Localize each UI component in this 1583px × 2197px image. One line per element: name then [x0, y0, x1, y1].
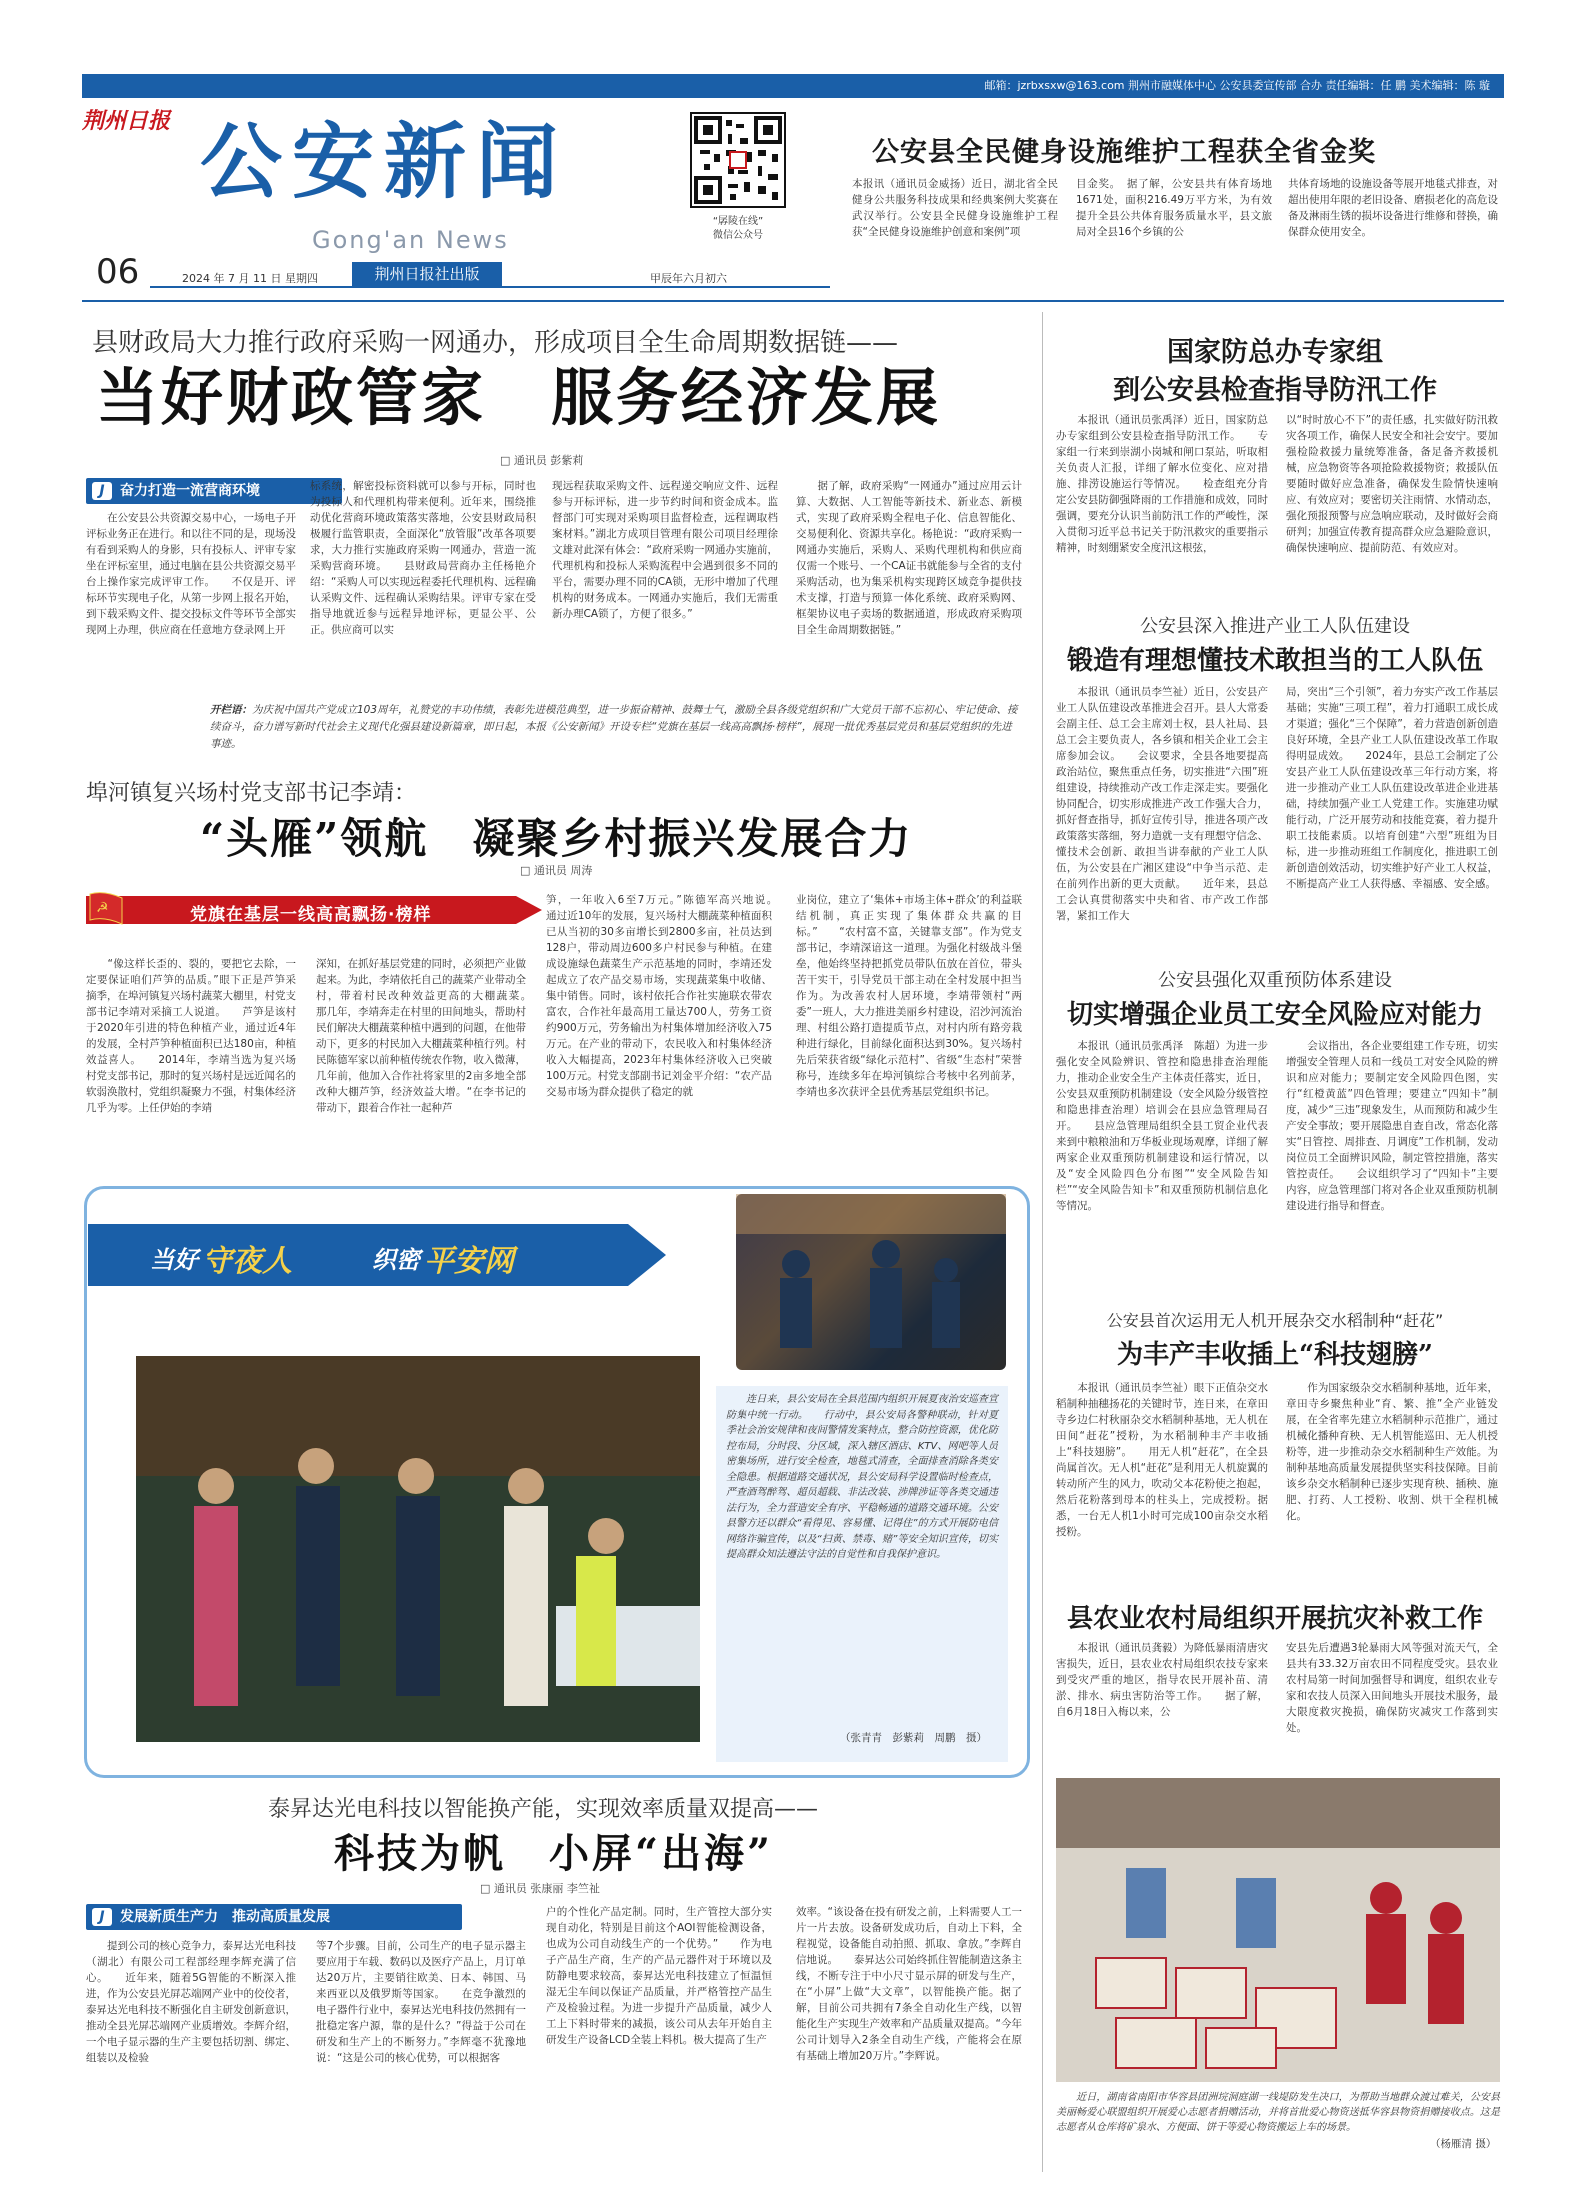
- lead-col1: 在公安县公共资源交易中心，一场电子开评标业务正在进行。和以往不同的是，现场没有看到采购人的身影，只有投标人、评审专家坐在评标室里，通过电脑在县公共资源交易平台上操作家完成评审工作。 不仅是开、评标环节实现电子化，从第一步网上报名开始，到下载采购文件、提交投标文件等环节全部实现网上办理，供应商在任意地方登录网上开: [86, 512, 296, 636]
- night-feature-credit: （张青青 彭紫莉 周鹏 摄）: [840, 1732, 987, 1744]
- party-kicker: 埠河镇复兴场村党支部书记李靖：: [86, 781, 417, 806]
- workers-col2: 局，突出“三个引领”，着力夯实产改工作基层基础；实施“三项工程”，着力打通职工成长成才渠道；强化“三个保障”，着力营造创新创造良好环境，全县产业工人队伍建设改革工作取得明显成效。 2024年，县总工会制定了公安县产业工人队伍建设改革三年行动方案，将进一步推动产业工人队伍建设改革进企业进基础，持续加强产业工人党建工作。实施建功赋能行动，广泛开展劳动和技能竞赛，着力提升职工技能素质。以培育创建“六型”班组为目标，进一步推动班组工作制度化，推进职工创新创造创效活动，切实维护好产业工人权益，不断提高产业工人获得感、幸福感、安全感。: [1286, 686, 1498, 890]
- newspaper-logo: 荆州日报: [82, 108, 171, 134]
- workers-col1: 本报讯（通讯员李竺祉）近日，公安县产业工人队伍建设改革推进会召开。县人大常委会副主任、总工会主席刘士权，县人社局、县总工会主要负责人，各乡镇和相关企业工会主席参加会议。 会议要求，全县各地要提高政治站位，聚焦重点任务，切实推进“六围”班组建设，持续推动产改工作走深走实。要强化协同配合，切实形成推进产改工作强大合力，抓好督查指导，抓好宣传引导，推进各项产改政策落实落细，努力造就一支有理想守信念、懂技术会创新、敢担当讲奉献的产业工人队伍，为公安县在广湘区建设“中争当示范、走在前列作出新的更大贡献。 近年来，县总工会认真贯彻落实中央和省、市产改工作部署，紧扣工作大: [1056, 686, 1268, 922]
- editors-note-label: 开栏语：: [210, 704, 252, 716]
- lead-col3: 现远程获取采购文件、远程递交响应文件、远程参与开标评标，进一步节约时间和资金成本。监督部门可实现对采购项目监督检查，远程调取档案材料。”湖北方成项目管理有限公司项目经理徐文雄对此深有体会：“政府采购一网通办实施前，代理机构和投标人采购流程中会遇到很多不同的平台，需要办理不同的CA锁，无形中增加了代理机构的财务成本。一网通办实施后，我们无需重新办理CA锁了，方便了很多。”: [552, 480, 778, 620]
- tech-col4: 效率。“该设备在投有研发之前，上料需要人工一片一片去放。设备研发成功后，自动上下料，全程视觉，设备能自动拍照、抓取、拿放。”李辉自信地说。 泰昇达公司始终抓住智能制造这条主线，不断专注于中小尺寸显示屏的研发与生产，在“小屏”上做“大文章”，以智能换产能。据了解，目前公司共拥有7条全自动化生产线，以智能化生产实现生产效率和产品质量双提高。“今年公司计划导入2条全自动生产线，产能将会在原有基础上增加20万片。”李辉说。: [796, 1906, 1022, 2062]
- lunar-date: 甲辰年六月初六: [650, 272, 727, 285]
- party-col1: “像这样长歪的、裂的，要把它去除，一定要保证咱们芦笋的品质。”眼下正是芦笋采摘季，在埠河镇复兴场村蔬菜大棚里，村党支部书记李靖对采摘工人说道。 芦笋是该村于2020年引进的特色种植产业，通过近4年的发展，全村芦笋种植面积已达180亩，种植效益喜人。 2014年，李靖当选为复兴场村党支部书记，那时的复兴场村是远近闻名的软弱涣散村，党组织凝聚力不强，村集体经济几乎为零。上任伊始的李靖: [86, 958, 296, 1114]
- top-article-headline: 公安县全民健身设施维护工程获全省金奖: [872, 137, 1376, 168]
- drone-kicker: 公安县首次运用无人机开展杂交水稻制种“赶花”: [1106, 1311, 1444, 1330]
- donation-credit: （杨雁清 摄）: [1430, 2138, 1497, 2150]
- tech-section-label: J 发展新质生产力 推动高质量发展: [86, 1904, 462, 1930]
- page-title-pinyin: Gong'an News: [312, 226, 509, 254]
- qr-caption-line2: 微信公众号: [713, 230, 763, 241]
- agri-col1: 本报讯（通讯员龚毅）为降低暴雨清唐灾害损失，近日，县农业农村局组织农技专家来到受灾严重的地区，指导农民开展补苗、清淤、排水、病虫害防治等工作。 据了解，自6月18日入梅以来，公: [1056, 1642, 1268, 1718]
- tech-headline: 科技为帆 小屏“出海”: [334, 1830, 774, 1877]
- night-banner-suffix-prefix: 织密: [372, 1246, 420, 1274]
- safety-col2: 会议指出，各企业要组建工作专班，切实增强安全管理人员和一线员工对安全风险的辨识和应对能力；要制定安全风险四色图，实行“红橙黄蓝”四色管理；要建立“四知卡”制度，减少“三违”现象发生，从而预防和减少生产安全事故；要开展隐患自查自改，常态化落实“日管控、周排查、月调度”工作机制，发动岗位员工全面辨识风险，制定管控措施，落实管控责任。 会议组织学习了“四知卡”主要内容，应急管理部门将对各企业双重预防机制建设进行指导和督查。: [1286, 1040, 1498, 1212]
- party-banner-text: 党旗在基层一线高高飘扬·榜样: [190, 905, 432, 925]
- party-byline: □ 通讯员 周涛: [520, 864, 593, 877]
- agri-col2: 安县先后遭遇3轮暴雨大风等强对流天气，全县共有33.32万亩农田不同程度受灾。县农业农村局第一时间加强督导和调度，组织农业专家和农技人员深入田间地头开展技术服务，最大限度救灾挽损，确保防灾减灾工作落到实处。: [1286, 1642, 1498, 1734]
- party-headline: “头雁”领航 凝聚乡村振兴发展合力: [200, 814, 913, 863]
- party-col2: 深知，在抓好基层党建的同时，必须把产业做起来。为此，李靖依托自己的蔬菜产业带动全村，带着村民改种效益更高的大棚蔬菜。 那几年，李靖奔走在村里的田间地头，帮助村民们解决大棚蔬菜种植中遇到的问题，在他带动下，更多的村民加入大棚蔬菜种植行列。村民陈德军家以前种植传统农作物，收入微薄，几年前，他加入合作社将家里的2亩多地全部改种大棚芦笋，经济效益大增。“在李书记的带动下，跟着合作社一起种芦: [316, 958, 547, 1114]
- donation-photo: [1056, 1778, 1500, 2082]
- tech-col1: 提到公司的核心竞争力，泰昇达光电科技（湖北）有限公司工程部经理李辉充满了信心。 近年来，随着5G智能的不断深入推进，作为公安县光屏芯端网产业中的佼佼者，泰昇达光电科技不断强化自主研发创新意识，推动全县光屏芯端网产业质增效。李辉介绍，一个电子显示器的生产主要包括切割、绑定、组装以及检验: [86, 1940, 296, 2064]
- tech-kicker: 泰昇达光电科技以智能换产能，实现效率质量双提高——: [268, 1797, 819, 1822]
- flood-headline-1: 国家防总办专家组: [1167, 337, 1383, 368]
- page-number: 06: [96, 252, 140, 292]
- page-title: 公安新闻: [200, 114, 569, 210]
- party-banner: [86, 890, 542, 930]
- tech-col3: 户的个性化产品定制。同时，生产管控大部分实现自动化，特别是目前这个AOI智能检测设备，也成为公司自动线生产的一个优势。” 作为电子产品生产商，生产的产品元器件对于环境以及防静电要求较高，泰昇达光电科技建立了恒温恒湿无尘车间以保证产品质量，并严格管控产品生产及检验过程。为进一步提升产品质量，减少人工上下料时带来的减损，该公司从去年开始自主研发生产设备LCD全装上料机。极大提高了生产: [546, 1906, 772, 2046]
- safety-headline: 切实增强企业员工安全风险应对能力: [1066, 1000, 1483, 1030]
- lead-col2: 标系统，解密投标资料就可以参与开标，同时也为投标人和代理机构带来便利。近年来，围绕推动优化营商环境政策落实落地，公安县财政局积极履行监管职责，全面深化“放管服”改革各项要求，大力推行实施政府采购一网通办，营造一流采购营商环境。 县财政局营商办主任杨艳介绍：“采购人可以实现远程委托代理机构、远程确认采购文件、远程确认采购结果。评审专家在受指导地就近参与远程异地评标，更显公平、公正。供应商可以实: [310, 480, 536, 636]
- top-info-bar: 邮箱：jzrbxsxw@163.com 荆州市融媒体中心 公安县委宣传部 合办 责任编辑：任 鹏 美术编辑：陈 璇: [82, 74, 1504, 98]
- agri-headline: 县农业农村局组织开展抗灾补救工作: [1066, 1604, 1483, 1634]
- drone-col2: 作为国家级杂交水稻制种基地，近年来，章田寺乡聚焦种业“育、繁、推”全产业链发展，在全省率先建立水稻制种示范推广，通过机械化播种育秧、无人机智能巡田、无人机授粉等，进一步推动杂交水稻制种生产效能。为制种基地高质量发展提供坚实科技保障。目前该乡杂交水稻制种已逐步实现育秧、插秧、施肥、打药、人工授粉、收割、烘干全程机械化。: [1286, 1382, 1498, 1522]
- police-patrol-photo-2: [136, 1356, 700, 1742]
- night-banner-prefix: 当好: [150, 1246, 198, 1274]
- date-rule: [150, 286, 830, 288]
- lead-section-label: J 奋力打造一流营商环境: [86, 478, 342, 504]
- police-patrol-photo-1: [736, 1194, 1006, 1370]
- lead-headline: 当好财政管家 服务经济发展: [96, 361, 942, 434]
- party-flag-icon: ☭: [96, 900, 109, 916]
- publisher-badge: 荆州日报社出版: [352, 262, 502, 286]
- top-article-col2: 目金奖。 据了解，公安县共有体育场地1671处，面积216.49万平方米，为有效提升全县公共体育服务质量水平，县文旅局对全县16个乡镇的公: [1076, 178, 1272, 238]
- night-feature-caption: 连日来，县公安局在全县范围内组织开展夏夜治安巡查宣防集中统一行动。 行动中，县公安局各警种联动，针对夏季社会治安规律和夜间警情发案特点，整合防控资源，优化防控布局，分时段、分区域，深入辖区酒店、KTV、网吧等人员密集场所，进行安全检查，地毯式清查，全面排查消除各类安全隐患。根据道路交通状况，县公安局科学设置临时检查点，严查酒驾醉驾、超员超载、非法改装、涉牌涉证等各类交通违法行为，全力营造安全有序、平稳畅通的道路交通环境。公安县警方还以群众“看得见、容易懂、记得住”的方式开展防电信网络诈骗宣传，以及“扫黄、禁毒、赌”等安全知识宣传，切实提高群众知法遵法守法的自觉性和自我保护意识。: [726, 1394, 998, 1560]
- donation-caption: 近日，湖南省南阳市华容县团洲垸洞庭湖一线堤防发生决口，为帮助当地群众渡过难关，公安县美丽畅爱心联盟组织开展爱心志愿者捐赠活动，并将首批爱心物资送抵华容县物资捐赠接收点。这是志愿者从仓库将矿泉水、方便面、饼干等爱心物资搬运上车的场景。: [1056, 2092, 1500, 2133]
- safety-kicker: 公安县强化双重预防体系建设: [1158, 970, 1392, 991]
- top-article-col3: 共体育场地的设施设备等展开地毯式排查，对超出使用年限的老旧设备、磨损老化的高危设备及淋雨生锈的损坏设备进行维修和替换，确保群众使用安全。: [1288, 178, 1498, 238]
- flood-headline-2: 到公安县检查指导防汛工作: [1113, 375, 1437, 406]
- issue-date: 2024 年 7 月 11 日 星期四: [182, 272, 318, 285]
- workers-headline: 锻造有理想懂技术敢担当的工人队伍: [1066, 646, 1483, 676]
- party-col3: 笋，一年收入6至7万元。”陈德军高兴地说。 通过近10年的发展，复兴场村大棚蔬菜种植面积已从当初的30多亩增长到2800多亩，社员达到128户，带动周边600多户村民参与种植。在建成设施绿色蔬菜生产示范基地的同时，李靖还发起成立了农产品交易市场，实现蔬菜集中收储、集中销售。同时，该村依托合作社实施联农带农富农，合作社年最高用工量达700人，劳务工资约900万元，劳务输出为村集体增加经济收入75万元。在产业的带动下，农民收入和村集体经济收入大幅提高，2023年村集体经济收入已突破100万元。村党支部副书记刘金平介绍：“农产品交易市场为群众提供了稳定的就: [546, 894, 793, 1098]
- drone-headline: 为丰产丰收插上“科技翅膀”: [1117, 1340, 1433, 1370]
- lead-kicker: 县财政局大力推行政府采购一网通办，形成项目全生命周期数据链——: [92, 328, 899, 358]
- party-col4: 业岗位，建立了‘集体+市场主体+群众’的利益联结机制，真正实现了集体群众共赢的目标。” “农村富不富，关键靠支部”。作为党支部书记，李靖深谙这一道理。为强化村级战斗堡垒，他始终坚持把抓党员带队伍放在首位，带头苦干实干，引导党员干部主动在全村发展中担当作为。为改善农村人居环境，李靖带领村“两委”一班人，大力推进美丽乡村建设，沼沙河流治理、村组公路打造提质节点，对村内所有路旁栽种进行绿化，目前绿化面积达到30%。复兴场村先后荣获省级“绿化示范村”、省级“生态村”荣誉称号，连续多年在埠河镇综合考核中名列前茅，李靖也多次获评全县优秀基层党组织书记。: [796, 894, 1022, 1098]
- lead-col4: 据了解，政府采购“一网通办”通过应用云计算、大数据、人工智能等新技术、新业态、新模式，实现了政府采购全程电子化、信息智能化、交易便利化、资源共享化。杨艳说：“政府采购一网通办实施后，采购人、采购代理机构和供应商仅需一个账号、一个CA证书就能参与全省的支付采购活动，也为集采机构实现跨区域竞争提供技术支撑，打造与预算一体化系统、政府采购网、框架协议电子卖场的数据通道，形成政府采购项目全生命周期数据链。”: [796, 480, 1022, 636]
- editors-note-text: 为庆祝中国共产党成立103周年，礼赞党的丰功伟绩，表彰先进模范典型，进一步振奋精神、鼓舞士气，激励全县各级党组织和广大党员干部不忘初心、牢记使命、接续奋斗，奋力谱写新时代社会主义现代化强县建设新篇章，即日起，本报《公安新闻》开设专栏“党旗在基层一线高高飘扬·榜样”，展现一批优秀基层党员和基层党组织的先进事迹。: [210, 704, 1018, 750]
- tech-col2: 等7个步骤。目前，公司生产的电子显示器主要应用于车载、数码以及医疗产品上，月订单达20万片，主要销往欧美、日本、韩国、马来西亚以及俄罗斯等国家。 在竞争激烈的电子器件行业中，泰昇达光电科技仍然拥有一批稳定客户源，靠的是什么？”得益于公司在研发和生产上的不断努力。”李辉毫不犹豫地说：“这是公司的核心优势，可以根据客: [316, 1940, 526, 2064]
- section-logo-icon: J: [92, 1908, 112, 1926]
- tech-byline: □ 通讯员 张康丽 李竺祉: [480, 1882, 600, 1895]
- night-banner-word: 守夜人: [202, 1244, 292, 1279]
- night-feature-banner: [88, 1224, 666, 1286]
- qr-caption-line1: “孱陵在线”: [712, 216, 764, 227]
- flood-col2: 以“时时放心不下”的责任感，扎实做好防汛救灾各项工作，确保人民安全和社会安宁。要加强检险救援力量统筹准备，备足备齐救援机械，应急物资等各项抢险救援物资；救援队伍要随时做好应急准备，确保发生险情快速响应、有效应对；要密切关注雨情、水情动态，强化预报预警与应急响应联动，及时做好会商研判；加强宣传教育提高群众应急避险意识，确保快速响应、提前防范、有效应对。: [1286, 414, 1498, 554]
- editors-note: [210, 702, 1020, 762]
- flood-col1: 本报讯（通讯员张禹泽）近日，国家防总办专家组到公安县检查指导防汛工作。 专家组一行来到崇湖小岗城和闸口泵站，听取相关负责人汇报，详细了解水位变化、应对措施、排涝设施运行等情况。 检查组充分肯定公安县防御强降雨的工作措施和成效，同时强调，要充分认识当前防汛工作的严峻性，深入贯彻习近平总书记关于防汛救灾的重要指示精神，时刻绷紧安全度汛这根弦，: [1056, 414, 1268, 554]
- workers-kicker: 公安县深入推进产业工人队伍建设: [1140, 616, 1410, 637]
- section-logo-icon: J: [92, 482, 112, 500]
- column-divider: [1042, 312, 1043, 2172]
- masthead-divider: [82, 300, 1504, 302]
- night-banner-suffix-word: 平安网: [424, 1244, 514, 1279]
- qr-code: [690, 112, 786, 208]
- top-article-col1: 本报讯（通讯员金威扬）近日，湖北省全民健身公共服务科技成果和经典案例大奖赛在武汉举行。公安县全民健身设施维护工程获“全民健身设施维护创意和案例”项: [852, 178, 1058, 238]
- safety-col1: 本报讯（通讯员张禹泽 陈超）为进一步强化安全风险辨识、管控和隐患排查治理能力，推动企业安全生产主体责任落实，近日，公安县双重预防机制建设（安全风险分级管控和隐患排查治理）培训会在县应急管理局召开。 县应急管理局组织全县工贸企业代表来到中粮粮油和万华板业现场观摩，详细了解两家企业双重预防机制建设和运行情况，以及“安全风险四色分布图”“安全风险告知栏”“安全风险告知卡”和双重预防机制信息化等情况。: [1056, 1040, 1268, 1212]
- lead-byline: □ 通讯员 彭紫莉: [500, 454, 584, 467]
- drone-col1: 本报讯（通讯员李竺祉）眼下正值杂交水稻制种抽穗扬花的关键时节，连日来，在章田寺乡边仁村秋丽杂交水稻制种基地，无人机在田间“赶花”授粉，为水稻制种丰产丰收插上“科技翅膀”。 用无人机“赶花”，在全县尚属首次。无人机“赶花”是利用无人机旋翼的转动所产生的风力，吹动父本花粉使之抱起，然后花粉落到母本的柱头上，完成授粉。据悉，一台无人机1小时可完成100亩杂交水稻授粉。: [1056, 1382, 1268, 1538]
